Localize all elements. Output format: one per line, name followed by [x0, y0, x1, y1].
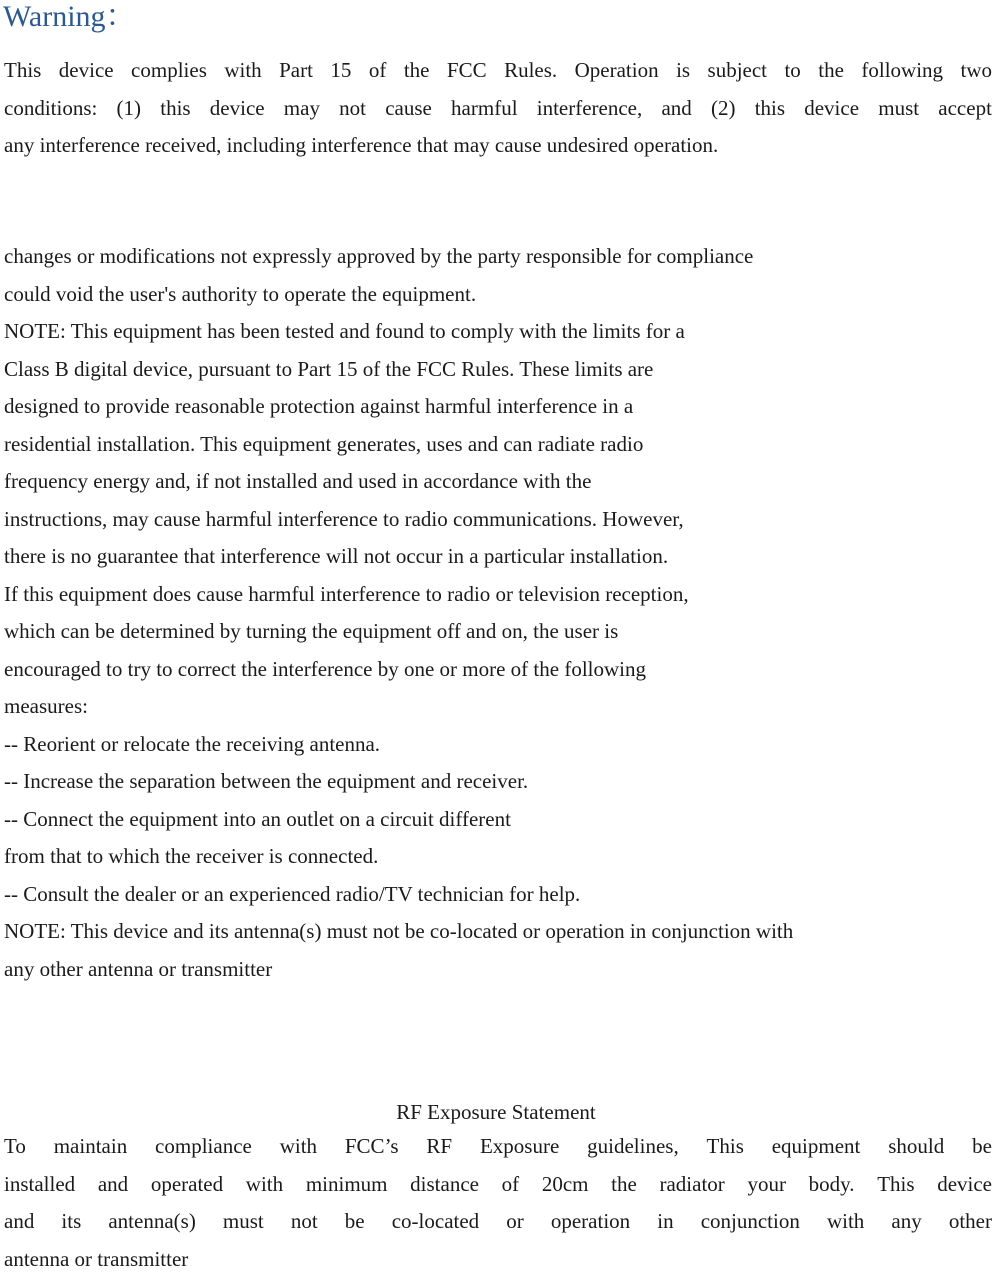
text-line: -- Increase the separation between the equipment and receiver.: [4, 763, 793, 801]
text-line: To maintain compliance with FCC’s RF Exposure guidelines, This equipment should be: [4, 1128, 992, 1166]
rf-exposure-title: RF Exposure Statement: [0, 1094, 992, 1131]
text-line: -- Consult the dealer or an experienced radio/TV technician for help.: [4, 876, 793, 914]
text-line: could void the user's authority to operate the equipment.: [4, 276, 793, 314]
rf-exposure-paragraph: [4, 1128, 992, 1278]
text-line: -- Connect the equipment into an outlet on a circuit different: [4, 801, 793, 839]
text-line: If this equipment does cause harmful interference to radio or television reception,: [4, 576, 793, 614]
text-line: from that to which the receiver is connected.: [4, 838, 793, 876]
text-line: changes or modifications not expressly approved by the party responsible for compliance: [4, 238, 793, 276]
warning-heading: Warning：: [3, 0, 136, 36]
text-line: designed to provide reasonable protection against harmful interference in a: [4, 388, 793, 426]
text-line: NOTE: This device and its antenna(s) must not be co-located or operation in conjunction with: [4, 913, 793, 951]
text-line: there is no guarantee that interference will not occur in a particular installation.: [4, 538, 793, 576]
text-line: which can be determined by turning the equipment off and on, the user is: [4, 613, 793, 651]
text-line: This device complies with Part 15 of the FCC Rules. Operation is subject to the following two: [4, 52, 992, 90]
text-line: NOTE: This equipment has been tested and found to comply with the limits for a: [4, 313, 793, 351]
fcc-notice-paragraph: [4, 238, 793, 988]
fcc-compliance-paragraph: [4, 52, 992, 165]
text-line: residential installation. This equipment generates, uses and can radiate radio: [4, 426, 793, 464]
text-line: frequency energy and, if not installed and used in accordance with the: [4, 463, 793, 501]
text-line: and its antenna(s) must not be co-located or operation in conjunction with any other: [4, 1203, 992, 1241]
text-line: measures:: [4, 688, 793, 726]
text-line: encouraged to try to correct the interference by one or more of the following: [4, 651, 793, 689]
text-line: any other antenna or transmitter: [4, 951, 793, 989]
text-line: installed and operated with minimum distance of 20cm the radiator your body. This device: [4, 1166, 992, 1204]
text-line: -- Reorient or relocate the receiving antenna.: [4, 726, 793, 764]
text-line: any interference received, including interference that may cause undesired operation.: [4, 127, 992, 165]
text-line: instructions, may cause harmful interference to radio communications. However,: [4, 501, 793, 539]
text-line: antenna or transmitter: [4, 1241, 992, 1278]
text-line: conditions: (1) this device may not cause harmful interference, and (2) this device must accept: [4, 90, 992, 128]
text-line: Class B digital device, pursuant to Part 15 of the FCC Rules. These limits are: [4, 351, 793, 389]
